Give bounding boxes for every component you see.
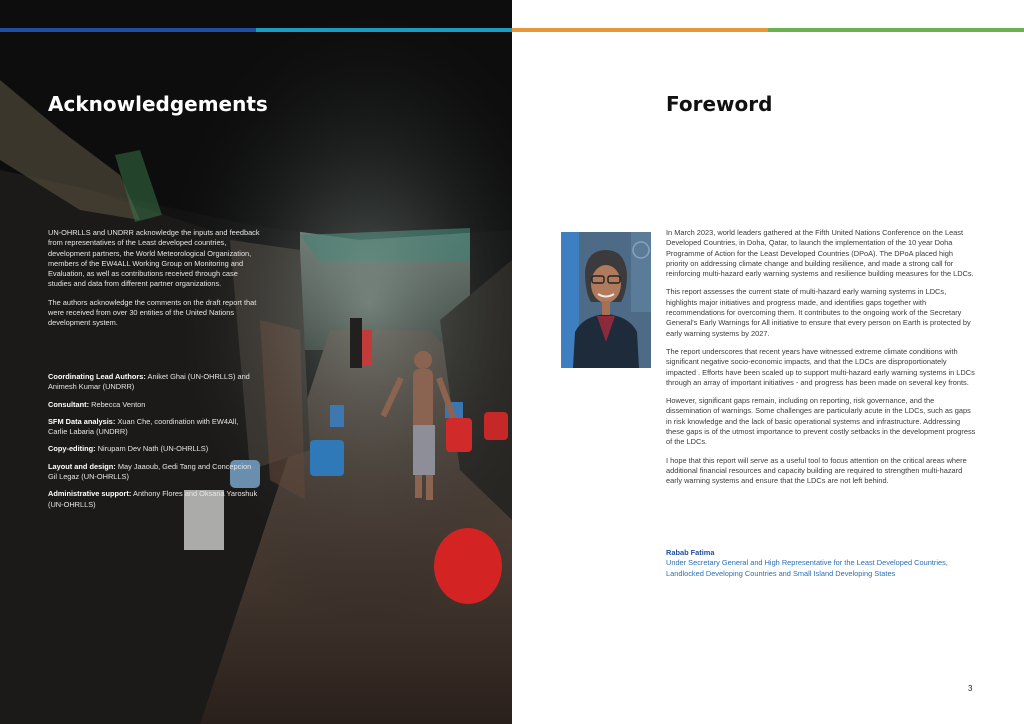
signatory-title: Under Secretary General and High Representative for the Least Developed Countries, [666, 558, 948, 568]
foreword-body [666, 228, 976, 495]
credit-names: Aniket Ghai (UN-OHRLLS) and Animesh Kumar (UNDRR) [48, 372, 250, 392]
credit-item [48, 417, 258, 438]
signatory-name: Rabab Fatima [666, 548, 715, 557]
credit-names: Rebecca Venton [91, 399, 146, 409]
credit-names: Nirupam Dev Nath (UN-OHRLLS) [97, 444, 209, 454]
paragraph: UN-OHRLLS and UNDRR acknowledge the inputs and feedback from representatives of the Least developed countries, development partners, the World Meteorological Organization, members of the EW4ALL Working Group on Monitoring and Evaluation, as well as contributions received through case studies and data from different partner organizations. [48, 228, 260, 289]
credit-role: Coordinating Lead Authors: [48, 372, 146, 381]
acknowledgements-body [48, 228, 262, 337]
signatory-title: Landlocked Developing Countries and Small Island Developing States [666, 568, 896, 578]
credit-role: Administrative support: [48, 489, 132, 499]
signature-block [666, 548, 986, 579]
credit-item [48, 372, 258, 393]
credit-role: SFM Data analysis: [48, 416, 116, 426]
credit-names: Xuan Che, coordination with EW4All, Carlie Labaria (UNDRR) [48, 416, 239, 437]
paragraph: This report assesses the current state of multi-hazard early warning systems in LDCs, highlights major initiatives and progress made, and identifies gaps together with recommendations for overcoming them. It contributes to the ongoing work of the Secretary General's Early Warnings for All initiative to ensure that every person on Earth is protected by early warning systems by 2027. [666, 287, 971, 338]
credit-item [48, 444, 258, 454]
page-number: 3 [968, 684, 973, 693]
credit-names: Anthony Flores and Oksana Yaroshuk (UN-OHRLLS) [48, 489, 258, 509]
credit-role: Layout and design: [48, 461, 116, 471]
credit-names: May Jaaoub, Gedi Tang and Concepcion Gil Legaz (UN-OHRLLS) [48, 461, 252, 482]
credit-item [48, 400, 258, 410]
credit-item [48, 489, 258, 510]
paragraph: I hope that this report will serve as a useful tool to focus attention on the critical areas where additional financial resources and capacity building are required to strengthen multi-hazard early warning systems and ensure that the LDCs are not left behind. [666, 455, 967, 486]
paragraph: The report underscores that recent years have witnessed extreme climate conditions with significant negative socio-economic impacts, and that the LDCs are disproportionately impacted . Efforts have been scaled up to support multi-hazard early warning systems in LDCs through an array of important initiatives - and progress has been made on several key fronts. [666, 346, 975, 387]
credit-role: Copy-editing: [48, 444, 96, 454]
foreword-page [512, 0, 1024, 724]
top-color-rule [0, 28, 512, 32]
paragraph: However, significant gaps remain, including on reporting, risk governance, and the dissemination of warnings. Some challenges are particularly acute in the LDCs, such as gaps in risk knowledge and the lack of basic operational systems and infrastructure. Addressing these gaps is of the utmost importance to prevent costly setbacks in the development progress of the LDCs. [666, 396, 976, 447]
author-portrait [561, 232, 651, 368]
page-title: Foreword [666, 92, 773, 116]
paragraph: The authors acknowledge the comments on the draft report that were received from over 30 entities of the United Nations development system. [48, 297, 257, 328]
credit-item [48, 462, 258, 483]
credit-role: Consultant: [48, 399, 90, 409]
page-title: Acknowledgements [48, 92, 268, 116]
top-color-rule [512, 28, 1024, 32]
credits-list [48, 372, 258, 517]
paragraph: In March 2023, world leaders gathered at the Fifth United Nations Conference on the Least Developed Countries, in Doha, Qatar, to launch the implementation of the 10 year Doha Programme of Action for the Least Developed Countries (DPoA). The DPoA placed high priority on addressing climate change and building resilience, and made a strong call for reinforcing multi-hazard early warning systems and resilience building measures for the LDCs. [666, 228, 974, 279]
